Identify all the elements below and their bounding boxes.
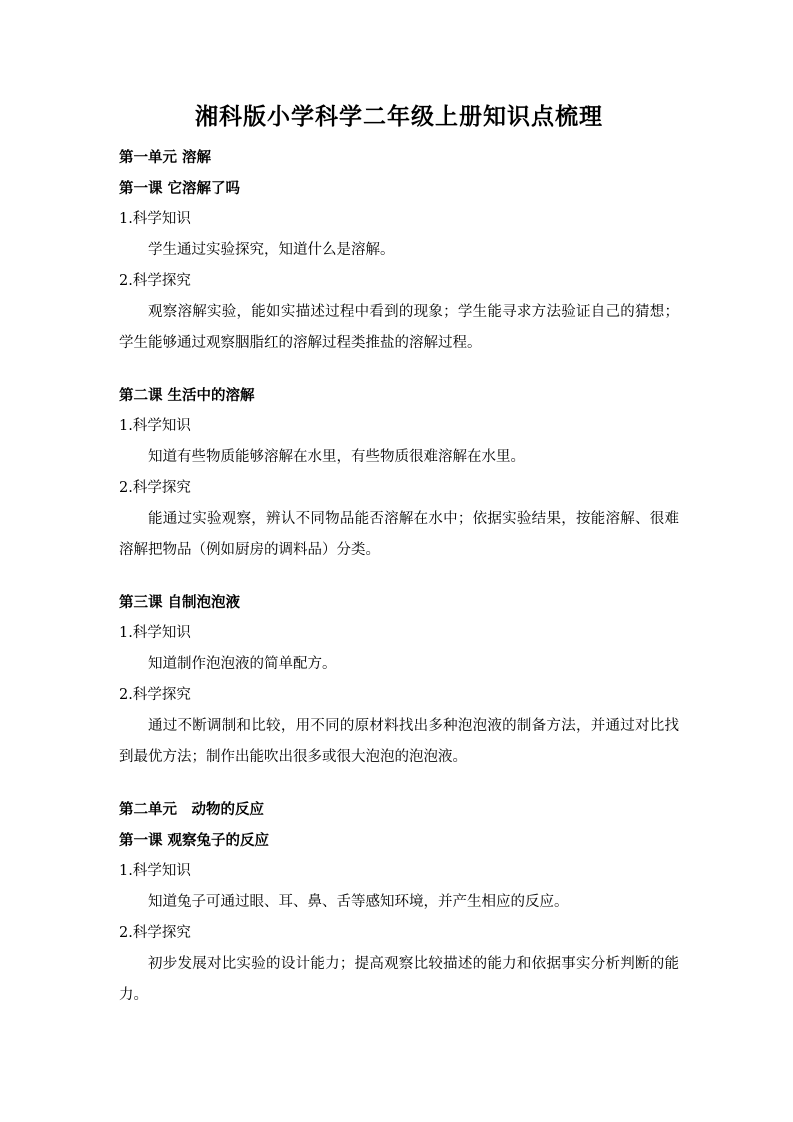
lesson-heading: 第一课 观察兔子的反应 [119,832,270,849]
inquiry-text: 观察溶解实验，能如实描述过程中看到的现象；学生能寻求方法验证自己的猜想；学生能够通过观察胭脂红的溶解过程类推盐的溶解过程。 [119,304,679,351]
inquiry-label: 2.科学探究 [119,925,191,941]
document-title: 湘科版小学科学二年级上册知识点梳理 [195,103,603,130]
knowledge-text: 知道有些物质能够溶解在水里，有些物质很难溶解在水里。 [148,449,525,465]
lesson-heading: 第一课 它溶解了吗 [119,180,241,197]
unit-heading: 第二单元 动物的反应 [119,801,264,818]
inquiry-label: 2.科学探究 [119,273,191,289]
lesson-section [119,380,679,566]
unit-heading: 第一单元 溶解 [119,149,212,166]
knowledge-label: 1.科学知识 [119,211,191,227]
knowledge-label: 1.科学知识 [119,863,191,879]
inquiry-text: 能通过实验观察，辨认不同物品能否溶解在水中；依据实验结果，按能溶解、很难溶解把物品（例如厨房的调料品）分类。 [119,511,679,558]
inquiry-label: 2.科学探究 [119,480,191,496]
inquiry-text: 初步发展对比实验的设计能力；提高观察比较描述的能力和依据事实分析判断的能力。 [119,956,679,1003]
lesson-heading: 第二课 生活中的溶解 [119,387,255,404]
inquiry-text: 通过不断调制和比较，用不同的原材料找出多种泡泡液的制备方法，并通过对比找到最优方法；制作出能吹出很多或很大泡泡的泡泡液。 [119,718,679,765]
document-page [119,98,679,1011]
inquiry-label: 2.科学探究 [119,687,191,703]
knowledge-label: 1.科学知识 [119,625,191,641]
knowledge-text: 学生通过实验探究，知道什么是溶解。 [148,242,395,258]
knowledge-text: 知道兔子可通过眼、耳、鼻、舌等感知环境，并产生相应的反应。 [148,894,569,910]
lesson-heading: 第三课 自制泡泡液 [119,594,241,611]
section-spacer [119,566,679,587]
lesson-section [119,587,679,773]
knowledge-label: 1.科学知识 [119,418,191,434]
section-spacer [119,359,679,380]
lesson-section [119,173,679,359]
section-spacer [119,773,679,794]
lesson-section [119,825,679,1011]
knowledge-text: 知道制作泡泡液的简单配方。 [148,656,337,672]
